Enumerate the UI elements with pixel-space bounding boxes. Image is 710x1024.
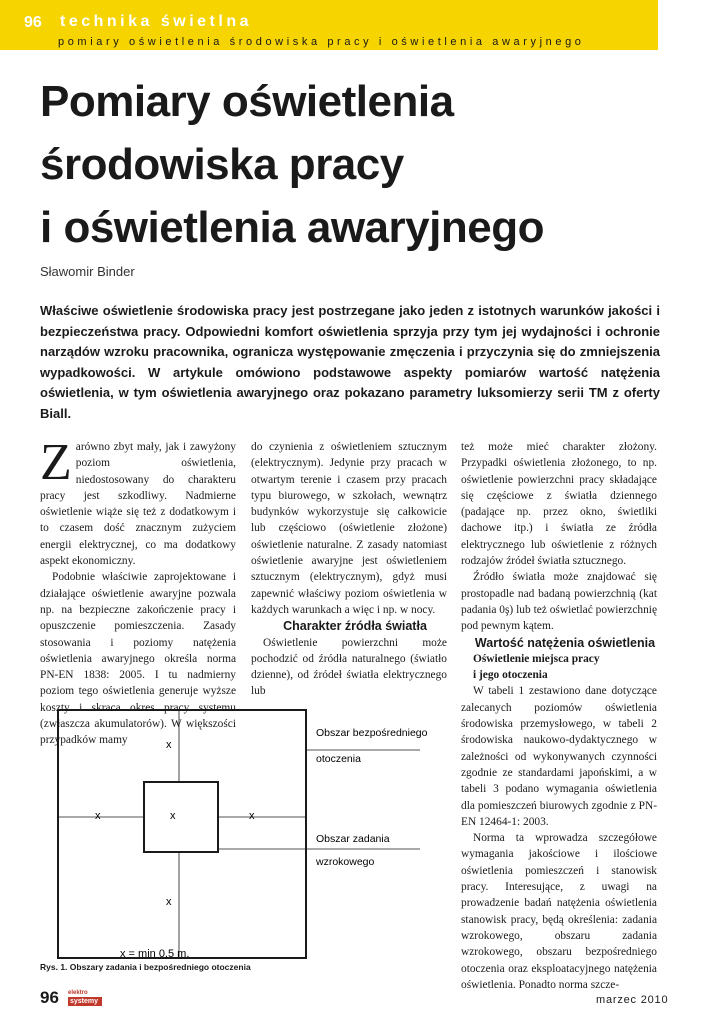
- paragraph: Oświetlenie powierzchni może pochodzić od źródła naturalnego (światło dzienne), od źródeł światła elektrycznego lub: [251, 636, 447, 698]
- paragraph: Norma ta wprowadza szczegółowe wymagania jakościowe i ilościowe oświetlenia pomieszczeń i stanowisk pracy. Interesujące, z uwagi na prowadzenie badań natężenia oświetlenia stanowisk pracy, będą określenia: zadania wzrokowego, obszaru zadania wzrokowego, obszaru bezpośredniego otoczenia oraz eksploatacyjnego natężenia oświetlenia. Ponadto norma szcze-: [461, 832, 657, 991]
- surroundings-area: [58, 710, 306, 958]
- logo-top-text: elektro: [68, 990, 88, 996]
- dimension-mark-right: x: [249, 810, 255, 822]
- paragraph: do czynienia z oświetleniem sztucznym (elektrycznym). Jedynie przy pracach w otwartym terenie i czasem przy pracach typu biurowego, w szkołach, wewnątrz budynków wykorzystuje się całkowicie lub częściowo (oświetlenie złożone) oświetlenie naturalne. Z zasady natomiast oświetlenie awaryjne jest oświetleniem sztucznym (elektrycznym), gdyż musi zapewnić właściwy poziom oświetlenia w każdych warunkach a więc i np. w nocy.: [251, 441, 447, 616]
- dimension-mark-center: x: [170, 810, 176, 822]
- article-title: [40, 70, 680, 259]
- text-column-2: [251, 439, 447, 700]
- subsection-heading: Oświetlenie miejsca pracy: [473, 652, 600, 665]
- text-column-3: [461, 439, 657, 993]
- figure-formula: x = min 0,5 m.: [120, 948, 190, 960]
- section-heading: Wartość natężenia oświetlenia: [474, 635, 656, 650]
- paragraph: W tabeli 1 zestawiono dane dotyczące zalecanych poziomów oświetlenia środowiska przemysłowego, w tabeli 2 środowiska naukowo-dydaktycznego w zależności od wykonywanych czynności zgodnie ze standardami japońskimi, a w tabeli 3 podano wymagania oświetlenia dla pomieszczeń biurowych zgodnie z PN-EN 12464-1: 2003.: [461, 685, 657, 828]
- title-line-1: Pomiary oświetlenia: [40, 77, 454, 126]
- title-line-2: środowiska pracy: [40, 140, 404, 189]
- figure-caption: Rys. 1. Obszary zadania i bezpośredniego otoczenia: [40, 962, 251, 972]
- paragraph: Źródło światła może znajdować się prostopadle nad badaną powierzchnią (kat padania 0ş) lub też oświetlać powierzchnię pod pewnym kątem.: [461, 571, 657, 633]
- label-surroundings-line-2: otoczenia: [316, 753, 361, 765]
- label-task-line-2: wzrokowego: [316, 856, 375, 868]
- article-lead: Właściwe oświetlenie środowiska pracy jest postrzegane jako jeden z istotnych warunków jakości i bezpieczeństwa pracy. Odpowiedni komfort oświetlenia sprzyja przy tym jej wydajności i ochronie narządów wzroku pracownika, ogranicza występowanie zmęczenia i przyczynia się do zmniejszenia wypadkowości. W artykule omówiono podstawowe aspekty pomiarów wartość natężenia oświetlenia, w tym oświetlenia awaryjnego oraz pokazano parametry luksomierzy serii TM z oferty Biall.: [40, 303, 660, 421]
- figure-diagram: [40, 702, 460, 982]
- dimension-mark-bottom: x: [166, 896, 172, 908]
- header-section-title: technika świetlna: [60, 13, 252, 30]
- paragraph-text: arówno zbyt mały, jak i zawyżony poziom oświetlenia, niedostosowany do charakteru pracy jest szkodliwy. Nadmierne oświetlenie wiąże się też z dodatkowym i to czasem dość znacznym zużyciem energii elektrycznej, co ma dodatkowy aspekt ekonomiczny.: [40, 441, 236, 568]
- subsection-heading: i jego otoczenia: [473, 669, 548, 682]
- paragraph: Podobnie właściwie zaprojektowane i działające oświetlenie awaryjne pozwala np. na bezpieczne zakończenie pracy i opuszczenie pomieszczenia. Zasady stosowania i poziomy natężenia oświetlenia awaryjnego określa norma PN-EN 1838: 2005. I tu nadmierny poziom tego oświetlenia generuje wyższe koszty i skraca okres pracy systemu (zwłaszcza akumulatorów). W większości przypadków mamy: [40, 571, 236, 747]
- task-area: [144, 782, 218, 852]
- paragraph: [40, 434, 236, 569]
- label-task-line-1: Obszar zadania: [316, 833, 390, 845]
- label-surroundings-line-1: Obszar bezpośredniego: [316, 727, 428, 739]
- section-heading: Charakter źródła światła: [283, 619, 427, 634]
- logo-bottom-text: systemy: [68, 997, 102, 1006]
- footer-date: marzec 2010: [596, 994, 669, 1006]
- magazine-logo: [68, 990, 102, 1006]
- dimension-mark-left: x: [95, 810, 101, 822]
- footer-page-number: 96: [40, 988, 59, 1007]
- header-subtitle: pomiary oświetlenia środowiska pracy i oświetlenia awaryjnego: [58, 36, 585, 48]
- title-line-3: i oświetlenia awaryjnego: [40, 203, 544, 252]
- dimension-mark-top: x: [166, 739, 172, 751]
- article-author: Sławomir Binder: [40, 264, 135, 279]
- paragraph: też może mieć charakter złożony. Przypadki oświetlenia złożonego, to np. oświetlenie powierzchni pracy składające się częściowe z światła dziennego (padające np. przez okno, świetliki dachowe itp.) i światła ze źródła elektrycznego lub oświetlenie z różnych rodzajów źródeł światła sztucznego.: [461, 441, 657, 568]
- header-page-number: 96: [24, 14, 42, 31]
- drop-cap: Z: [40, 434, 72, 491]
